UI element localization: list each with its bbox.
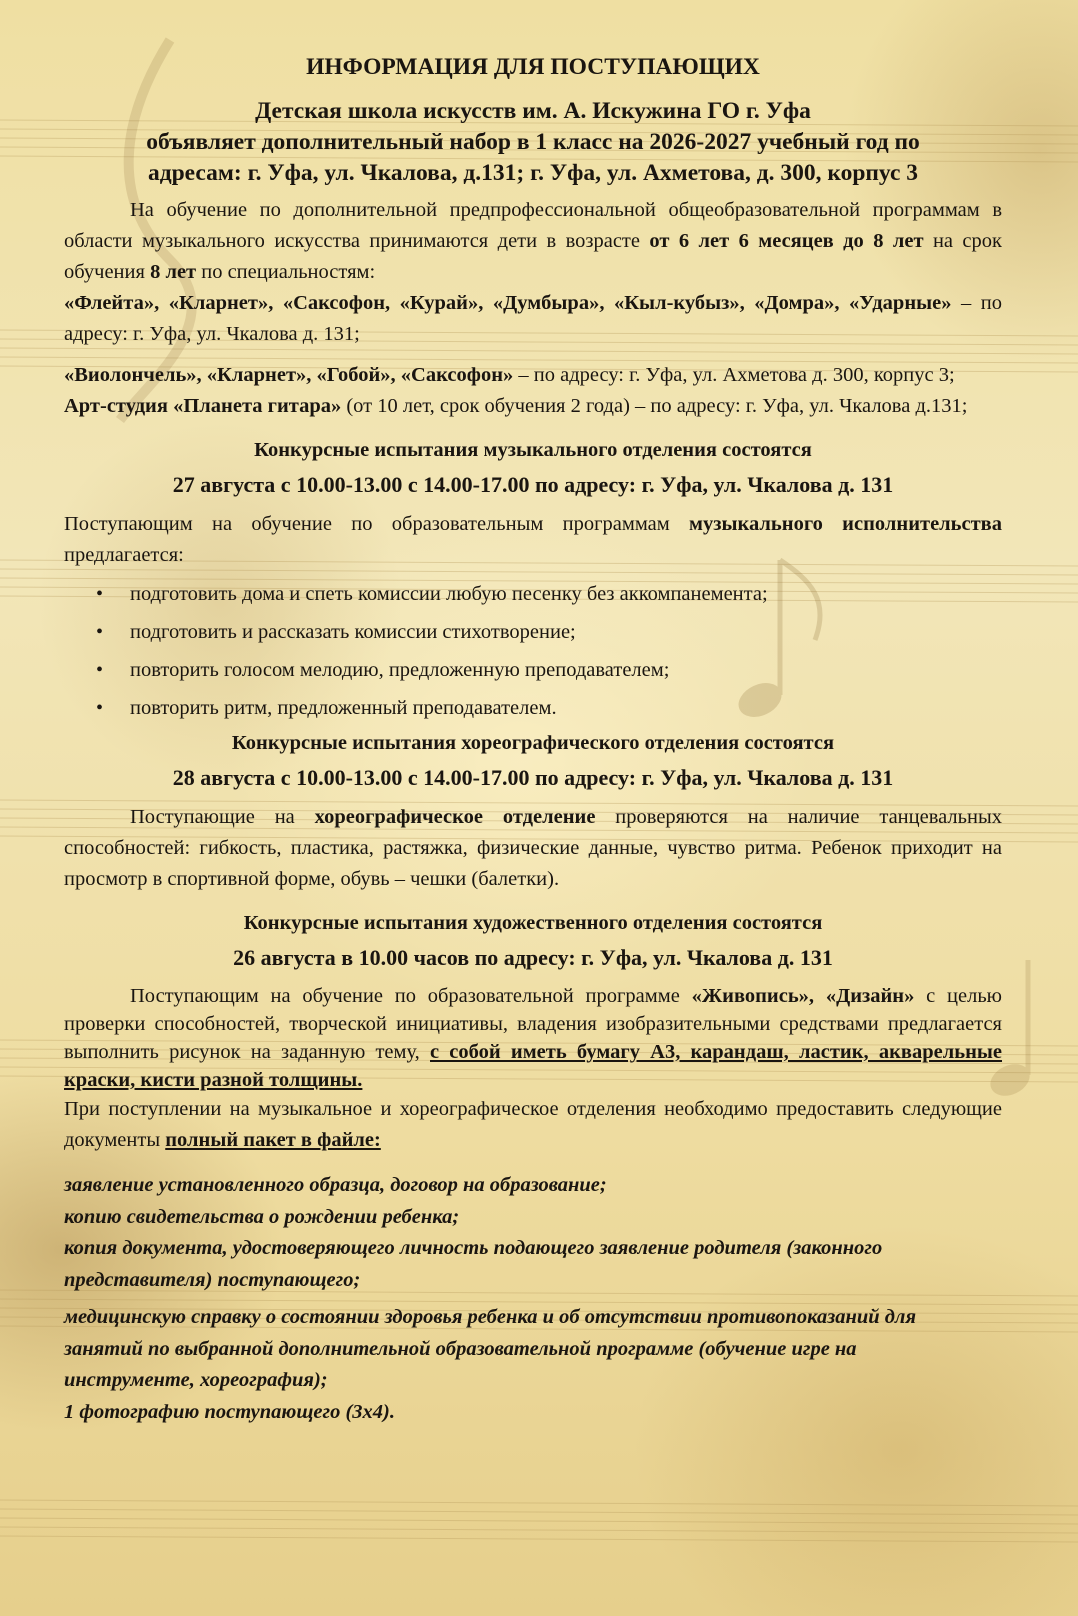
documents-text: При поступлении на музыкальное и хореографическое отделения необходимо предоставить следующие документы — [64, 1098, 1002, 1151]
dance-text-1: Поступающие на — [130, 806, 315, 828]
music-intro-bold: музыкального исполнительства — [689, 513, 1003, 535]
staff-line — [0, 1500, 1078, 1506]
documents-bold: полный пакет в файле: — [165, 1129, 381, 1151]
art-exam-date: 26 августа в 10.00 часов по адресу: г. Уфа, ул. Чкалова д. 131 — [233, 945, 833, 970]
art-exam-heading: Конкурсные испытания художественного отделения состоятся — [243, 912, 823, 934]
bullet-icon: • — [96, 697, 104, 719]
list-item — [64, 613, 1002, 651]
specialty-names: «Флейта», «Кларнет», «Саксофон, «Курай», «Думбыра», «Кыл-кубыз», «Домра», «Ударные» — [64, 292, 952, 314]
intro-text-2: на срок обучения — [64, 230, 1002, 283]
school-announcement — [64, 96, 1002, 189]
documents-intro — [64, 1094, 1002, 1156]
specialty-names: Арт-студия «Планета гитара» — [64, 395, 342, 417]
music-exam-heading: Конкурсные испытания музыкального отделения состоятся — [254, 439, 812, 461]
bullet-icon: • — [96, 621, 104, 643]
list-item: заявление установленного образца, договор на образование; — [64, 1174, 607, 1196]
dance-text-2: проверяются на наличие танцевальных способностей: гибкость, пластика, растяжка, физические данные, чувство ритма. Ребенок приходит на просмотр в спортивной форме, обувь – чешки (балетки). — [64, 806, 1002, 890]
specialty-chkalova — [64, 288, 1002, 350]
art-text-2: с целью проверки способностей, творческой инициативы, владения изобразительными средствами предлагается выполнить рисунок на заданную тему, — [64, 985, 1002, 1063]
music-requirements-intro — [64, 509, 1002, 571]
music-intro-end: предлагается: — [64, 544, 184, 566]
intro-paragraph — [64, 195, 1002, 288]
list-item: медицинскую справку о состоянии здоровья ребенка и об отсутствии противопоказаний для занятий по выбранной дополнительной образовательной программе (обучение игре на инструменте, хореография); — [64, 1306, 917, 1391]
staff-line — [0, 1536, 1078, 1542]
specialty-address: (от 10 лет, срок обучения 2 года) – по адресу: г. Уфа, ул. Чкалова д.131; — [341, 395, 968, 417]
list-item: копия документа, удостоверяющего личность подающего заявление родителя (законного представителя) поступающего; — [64, 1237, 883, 1291]
art-requirements — [64, 982, 1002, 1094]
staff-line — [0, 1509, 1078, 1515]
specialty-akhmetova — [64, 360, 1002, 391]
specialty-address: – по адресу: г. Уфа, ул. Ахметова д. 300, корпус 3; — [513, 364, 955, 386]
list-item — [64, 575, 1002, 613]
list-item: копию свидетельства о рождении ребенка; — [64, 1205, 460, 1228]
art-text-1: Поступающим на обучение по образовательной программе — [130, 985, 692, 1007]
list-item: 1 фотографию поступающего (3х4). — [64, 1400, 396, 1423]
intro-text-1: На обучение по дополнительной предпрофессиональной общеобразовательной программам в области музыкального искусства принимаются дети в возрасте — [64, 199, 1002, 252]
list-item — [64, 651, 1002, 689]
list-item — [64, 689, 1002, 727]
staff-line — [0, 1518, 1078, 1524]
announcement-line: объявляет дополнительный набор в 1 класс на 2026-2027 учебный год по — [146, 129, 920, 155]
bullet-icon: • — [96, 583, 104, 605]
documents-list — [64, 1170, 1002, 1428]
music-intro-text: Поступающим на обучение по образовательным программам — [64, 513, 690, 535]
intro-text-3: по специальностям: — [196, 261, 376, 283]
specialty-names: «Виолончель», «Кларнет», «Гобой», «Саксофон» — [64, 364, 514, 386]
specialty-guitar-studio — [64, 391, 1002, 422]
dance-exam-heading: Конкурсные испытания хореографического отделения состоятся — [231, 732, 835, 754]
bullet-icon: • — [96, 659, 104, 681]
dance-exam-date: 28 августа с 10.00-13.00 с 14.00-17.00 по адресу: г. Уфа, ул. Чкалова д. 131 — [172, 765, 894, 790]
intro-term: 8 лет — [150, 261, 197, 283]
art-materials: с собой иметь бумагу А3, карандаш, ластик, акварельные краски, кисти разной толщины. — [64, 1041, 1003, 1091]
dance-bold: хореографическое отделение — [314, 806, 596, 828]
list-item-text: подготовить и рассказать комиссии стихотворение; — [130, 621, 576, 643]
intro-age: от 6 лет 6 месяцев до 8 лет — [649, 230, 924, 252]
staff-line — [0, 1527, 1078, 1533]
list-item-text: повторить ритм, предложенный преподавателем. — [130, 697, 557, 719]
dance-requirements — [64, 802, 1002, 895]
page-title: ИНФОРМАЦИЯ ДЛЯ ПОСТУПАЮЩИХ — [306, 54, 760, 80]
addresses-line: адресам: г. Уфа, ул. Чкалова, д.131; г. Уфа, ул. Ахметова, д. 300, корпус 3 — [147, 160, 919, 186]
specialty-address: – по адресу: г. Уфа, ул. Чкалова д. 131; — [64, 292, 1002, 345]
school-name: Детская школа искусств им. А. Искужина ГО г. Уфа — [255, 98, 811, 124]
list-item-text: повторить голосом мелодию, предложенную преподавателем; — [130, 659, 670, 681]
art-programs: «Живопись», «Дизайн» — [691, 985, 915, 1007]
music-exam-date: 27 августа с 10.00-13.00 с 14.00-17.00 по адресу: г. Уфа, ул. Чкалова д. 131 — [172, 472, 894, 497]
poster-content — [64, 52, 1002, 1428]
music-requirements-list — [64, 575, 1002, 727]
list-item-text: подготовить дома и спеть комиссии любую песенку без аккомпанемента; — [130, 583, 768, 605]
